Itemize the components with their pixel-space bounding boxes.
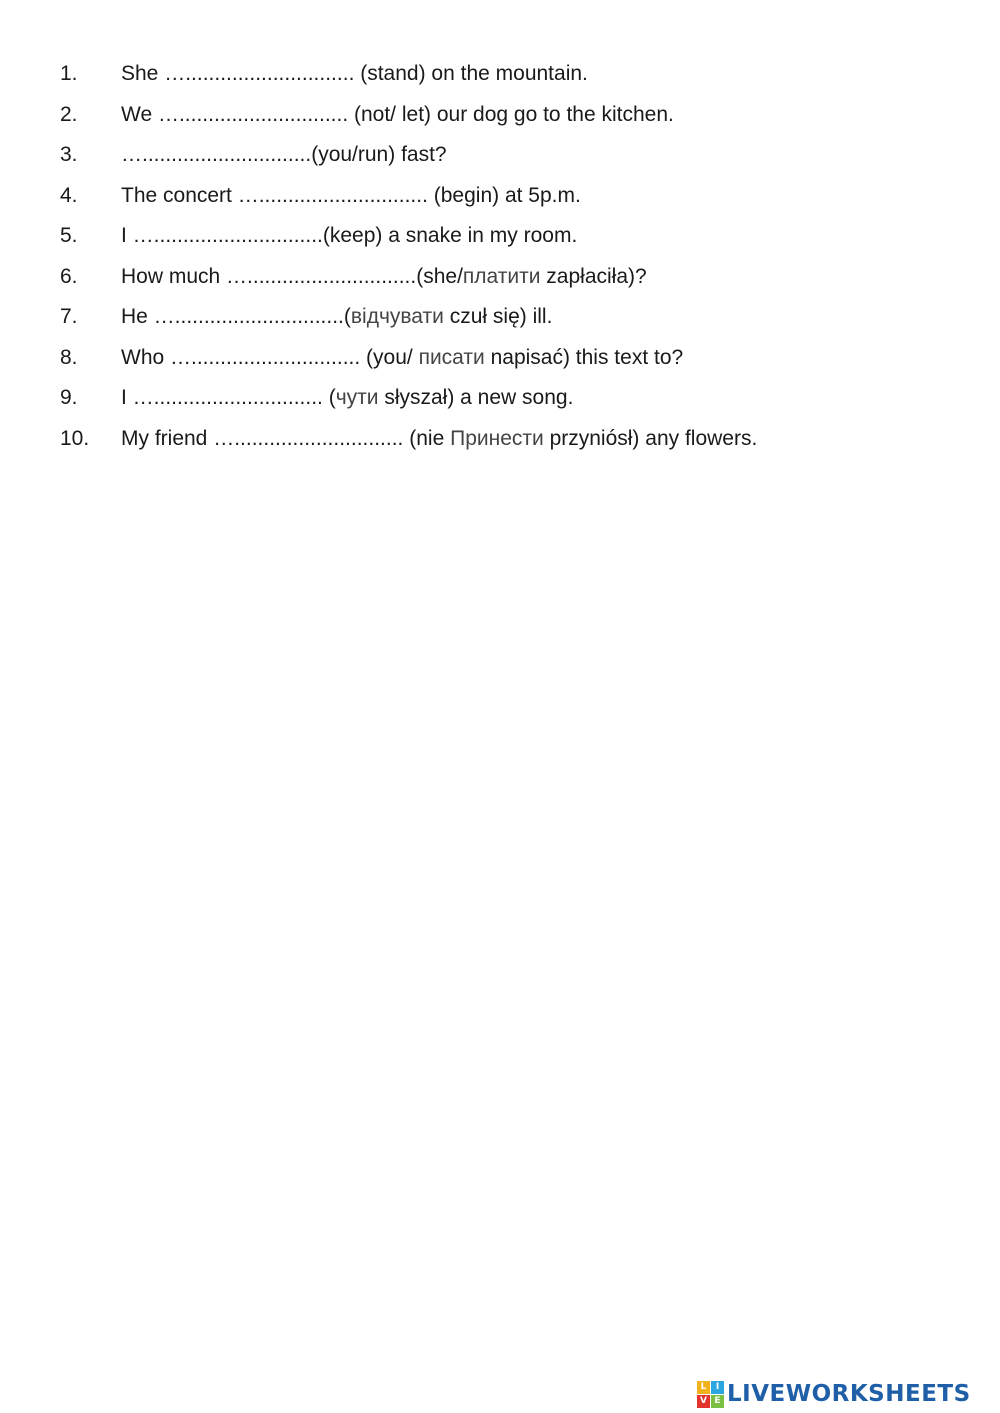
sentence-part: My friend …............................. (nie xyxy=(121,426,451,450)
logo-text: LIVEWORKSHEETS xyxy=(727,1380,971,1407)
item-sentence xyxy=(121,338,683,379)
logo-mark-letter: I xyxy=(711,1381,724,1394)
item-number: 3. xyxy=(60,143,78,166)
exercise-item-8 xyxy=(60,338,960,379)
item-number: 4. xyxy=(60,183,78,207)
translation-hint: писати xyxy=(418,345,485,369)
item-sentence xyxy=(121,297,552,338)
sentence-part: The concert …............................. (begin) at 5p.m. xyxy=(121,183,581,207)
item-number: 7. xyxy=(60,305,78,328)
translation-hint: відчувати xyxy=(350,305,444,328)
exercise-item-7 xyxy=(60,297,960,338)
exercise-list xyxy=(60,54,960,459)
sentence-part: He ….............................( xyxy=(121,305,351,328)
item-sentence xyxy=(121,378,573,419)
sentence-part: She …............................. (stand) on the mountain. xyxy=(121,62,588,85)
item-number: 2. xyxy=(60,102,78,126)
sentence-part: Who …............................. (you/ xyxy=(121,345,419,369)
translation-hint: чути xyxy=(335,386,379,409)
exercise-item-2 xyxy=(60,95,960,136)
item-sentence xyxy=(121,419,757,460)
sentence-part: How much ….............................(she/ xyxy=(121,264,463,288)
liveworksheets-logo xyxy=(697,1378,971,1410)
item-sentence xyxy=(121,135,447,176)
item-number: 10. xyxy=(60,426,90,450)
exercise-item-4 xyxy=(60,176,960,217)
item-number: 1. xyxy=(60,62,78,85)
item-number: 8. xyxy=(60,345,78,369)
exercise-item-10 xyxy=(60,419,960,460)
logo-mark-letter: E xyxy=(711,1395,724,1408)
sentence-part: We …............................. (not/ let) our dog go to the kitchen. xyxy=(121,102,674,126)
exercise-item-5 xyxy=(60,216,960,257)
exercise-item-3 xyxy=(60,135,960,176)
exercise-item-9 xyxy=(60,378,960,419)
item-sentence xyxy=(121,176,581,217)
sentence-part: I …............................. ( xyxy=(121,386,336,409)
logo-mark-letter: L xyxy=(697,1381,710,1394)
item-sentence xyxy=(121,216,577,257)
sentence-part: przyniósł) any flowers. xyxy=(543,426,758,450)
exercise-item-1 xyxy=(60,54,960,95)
item-sentence xyxy=(121,95,674,136)
item-number: 5. xyxy=(60,224,78,247)
item-number: 6. xyxy=(60,264,78,288)
sentence-part: zapłaciła)? xyxy=(540,264,647,288)
sentence-part: I ….............................(keep) a snake in my room. xyxy=(121,224,578,247)
sentence-part: czuł się) ill. xyxy=(443,305,553,328)
logo-mark-letter: V xyxy=(697,1395,710,1408)
item-sentence xyxy=(121,257,647,298)
sentence-part: napisać) this text to? xyxy=(484,345,684,369)
sentence-part: ….............................(you/run) fast? xyxy=(121,143,447,166)
exercise-item-6 xyxy=(60,257,960,298)
translation-hint: Принести xyxy=(450,426,544,450)
item-number: 9. xyxy=(60,386,78,409)
translation-hint: платити xyxy=(462,264,541,288)
logo-mark-icon xyxy=(697,1381,724,1408)
item-sentence xyxy=(121,54,588,95)
sentence-part: słyszał) a new song. xyxy=(378,386,574,409)
